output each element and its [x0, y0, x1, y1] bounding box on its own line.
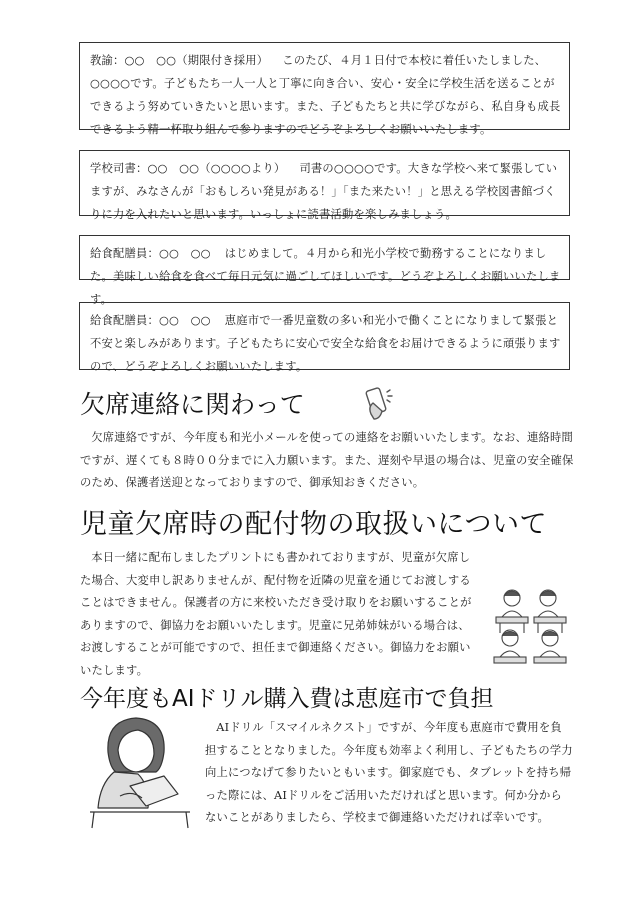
staff-intro-lunch-server-1: [79, 235, 570, 306]
section-body-ai-drill: AIドリル「スマイルネクスト」ですが、今年度も恵庭市で費用を負担することとなりました。今年度も効率よく利用し、子どもたちの学力向上につなげて参りたいともいます。御家庭でも、タブレットを持ち帰った際には、AIドリルをご活用いただければと思います。何か分からないことがありましたら、学校まで御連絡いただければ幸いです。: [205, 721, 573, 824]
staff-role: 教諭：○○ ○○（期限付き採用）: [90, 54, 269, 67]
section-title-handouts: 児童欠席時の配付物の取扱いについて: [80, 509, 547, 540]
section-body-absence-contact: 欠席連絡ですが、今年度も和光小メールを使っての連絡をお願いいたします。なお、連絡時間ですが、遅くても８時００分までに入力願います。また、遅刻や早退の場合は、児童の安全確保のため、保護者送迎となっておりますので、御承知おきください。: [80, 431, 574, 489]
staff-role: 給食配膳員：○○ ○○: [90, 314, 211, 327]
staff-intro-teacher: [79, 42, 570, 136]
staff-message: 恵庭市で一番児童数の多い和光小で働くことになりまして緊張と不安と楽しみがあります。子どもたちに安心で安全な給食をお届けできるように頑張りますので、どうぞよろしくお願いいたします。: [90, 314, 561, 373]
section-title-ai-drill: 今年度もAIドリル購入費は恵庭市で負担: [80, 686, 494, 712]
section-body-handouts: 本日一緒に配布しましたプリントにも書かれておりますが、児童が欠席した場合、大変申し訳ありませんが、配付物を近隣の児童を通じてお渡しすることはできません。保護者の方に来校いただき受け取りをお願いすることがありますので、御協力をお願いいたします。児童に兄弟姉妹がいる場合は、お渡しすることが可能ですので、担任まで御連絡ください。御協力をお願いいたします。: [80, 551, 472, 677]
staff-role: 給食配膳員：○○ ○○: [90, 247, 211, 260]
staff-message: 司書の○○○○です。大きな学校へ来て緊張していますが、みなさんが「おもしろい発見がある！」「また来たい！」と思える学校図書館づくりに力を入れたいと思います。いっしょに読書活動を楽しみましょう。: [90, 162, 558, 221]
classroom-children-illustration: [488, 583, 578, 668]
staff-message: このたび、４月１日付で本校に着任いたしました、○○○○です。子どもたち一人一人と丁寧に向き合い、安心・安全に学校生活を送ることができるよう努めていきたいと思います。また、子どもたちと共に学びながら、私自身も成長できるよう精一杯取り組んで参りますのでどうぞよろしくお願いいたします。: [90, 54, 561, 136]
staff-role: 学校司書：○○ ○○（○○○○より）: [90, 162, 286, 175]
smartphone-icon: [360, 384, 400, 422]
staff-intro-librarian: [79, 150, 570, 221]
girl-studying-illustration: [90, 712, 190, 830]
staff-message: はじめまして。４月から和光小学校で勤務することになりました。美味しい給食を食べて毎日元気に過ごしてほしいです。どうぞよろしくお願いいたします。: [90, 247, 561, 306]
staff-intro-lunch-server-2: [79, 302, 570, 373]
section-title-absence-contact: 欠席連絡に関わって: [80, 390, 305, 419]
